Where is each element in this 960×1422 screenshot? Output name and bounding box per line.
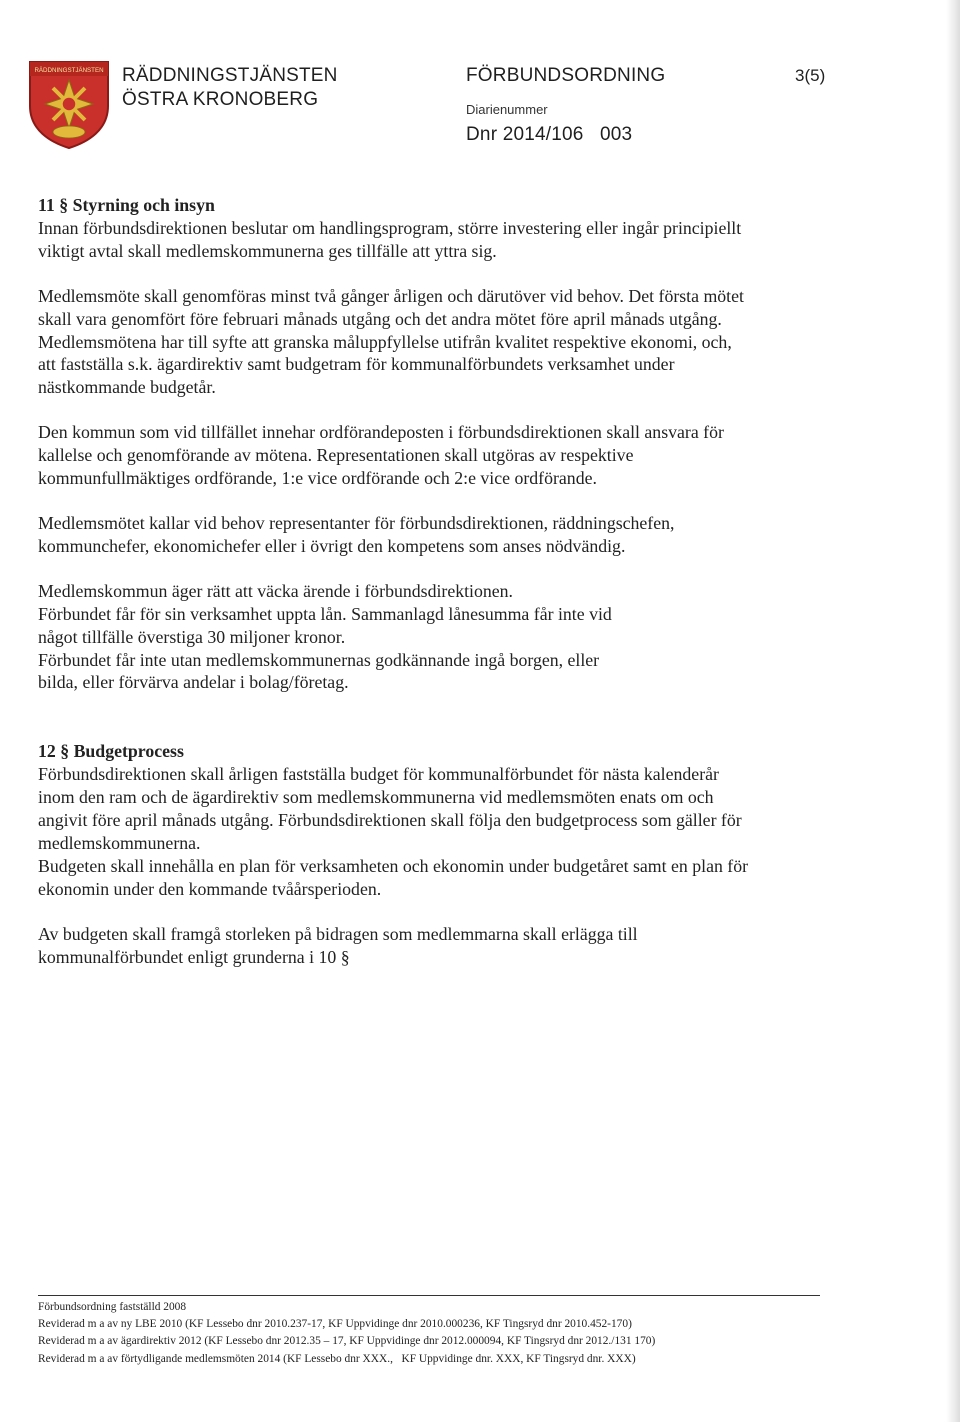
footer-line: Förbundsordning fastställd 2008 xyxy=(38,1301,187,1313)
document-body xyxy=(38,194,858,968)
page-number: 3(5) xyxy=(795,66,826,85)
document-type: FÖRBUNDSORDNING xyxy=(466,65,666,86)
organization-name-line2: ÖSTRA KRONOBERG xyxy=(122,89,319,110)
section-heading-12: 12 § Budgetprocess xyxy=(38,741,184,762)
paragraph: Innan förbundsdirektionen beslutar om handlingsprogram, större investering eller ingår principiellt viktigt avtal skall medlemskommunerna ges tillfälle att yttra sig. xyxy=(38,217,742,261)
paragraph: Av budgeten skall framgå storleken på bidragen som medlemmarna skall erlägga till kommunalförbundet enligt grunderna i 10 § xyxy=(38,923,638,967)
paragraph: Medlemskommun äger rätt att väcka ärende i förbundsdirektionen. Förbundet får för sin verksamhet uppta lån. Sammanlagd lånesumma får inte vid något tillfälle överstiga 30 miljoner kronor. Förbundet får inte utan medlemskommunernas godkännande ingå borgen, eller bilda, eller förvärva andelar i bolag/företag. xyxy=(38,580,612,693)
footer-line: Reviderad m a av ny LBE 2010 (KF Lessebo dnr 2010.237-17, KF Uppvidinge dnr 2010.000236, KF Tingsryd dnr 2010.452-170) xyxy=(38,1318,632,1331)
paragraph: Förbundsdirektionen skall årligen fastställa budget för kommunalförbundet för nästa kalenderår inom den ram och de ägardirektiv som medlemskommunerna vid medlemsmöten enats om och angivit före april månads utgång. Förbundsdirektionen skall följa den budgetprocess som gäller för medlemskommunerna. Budgeten skall innehålla en plan för verksamheten och ekonomin under budgetåret samt en plan för ekonomin under den kommande tvåårsperioden. xyxy=(38,764,749,899)
footer xyxy=(38,1299,828,1368)
paragraph: Medlemsmötet kallar vid behov representanter för förbundsdirektionen, räddningschefen, kommunchefer, ekonomichefer eller i övrigt den kompetens som anses nödvändig. xyxy=(38,512,675,556)
diarie-number: Dnr 2014/106 003 xyxy=(466,124,633,145)
paragraph: Medlemsmöte skall genomföras minst två gånger årligen och därutöver vid behov. Det första mötet skall vara genomfört före februari månads utgång och det andra mötet före april månads utgång. Medlemsmötena har till syfte att granska måluppfyllelse utifrån kvalitet respektive ekonomi, och, att fastställa s.k. ägardirektiv samt budgetram för kommunalförbundets verksamhet under nästkommande budgetår. xyxy=(38,285,744,398)
logo-text: RÄDDNINGSTJÄNSTEN xyxy=(34,67,104,74)
section-heading-11: 11 § Styrning och insyn xyxy=(38,195,215,215)
paragraph: Den kommun som vid tillfället innehar ordförandeposten i förbundsdirektionen skall ansvara för kallelse och genomförande av mötena. Representationen skall utgöras av respektive kommunfullmäktiges ordförande, 1:e vice ordförande och 2:e vice ordförande. xyxy=(38,422,724,489)
footer-line: Reviderad m a av ägardirektiv 2012 (KF Lessebo dnr 2012.35 – 17, KF Uppvidinge dnr 2012.000094, KF Tingsryd dnr 2012./131 170) xyxy=(38,1335,656,1348)
page-edge-shadow xyxy=(946,0,960,1422)
diarie-label: Diarienummer xyxy=(466,102,548,117)
organization-name xyxy=(122,64,338,112)
footer-line: Reviderad m a av förtydligande medlemsmöten 2014 (KF Lessebo dnr XXX., KF Uppvidinge dnr. XXX, KF Tingsryd dnr. XXX) xyxy=(38,1352,636,1365)
footer-divider xyxy=(38,1295,820,1296)
organization-logo xyxy=(26,58,112,150)
organization-name-line1: RÄDDNINGSTJÄNSTEN xyxy=(122,65,338,86)
